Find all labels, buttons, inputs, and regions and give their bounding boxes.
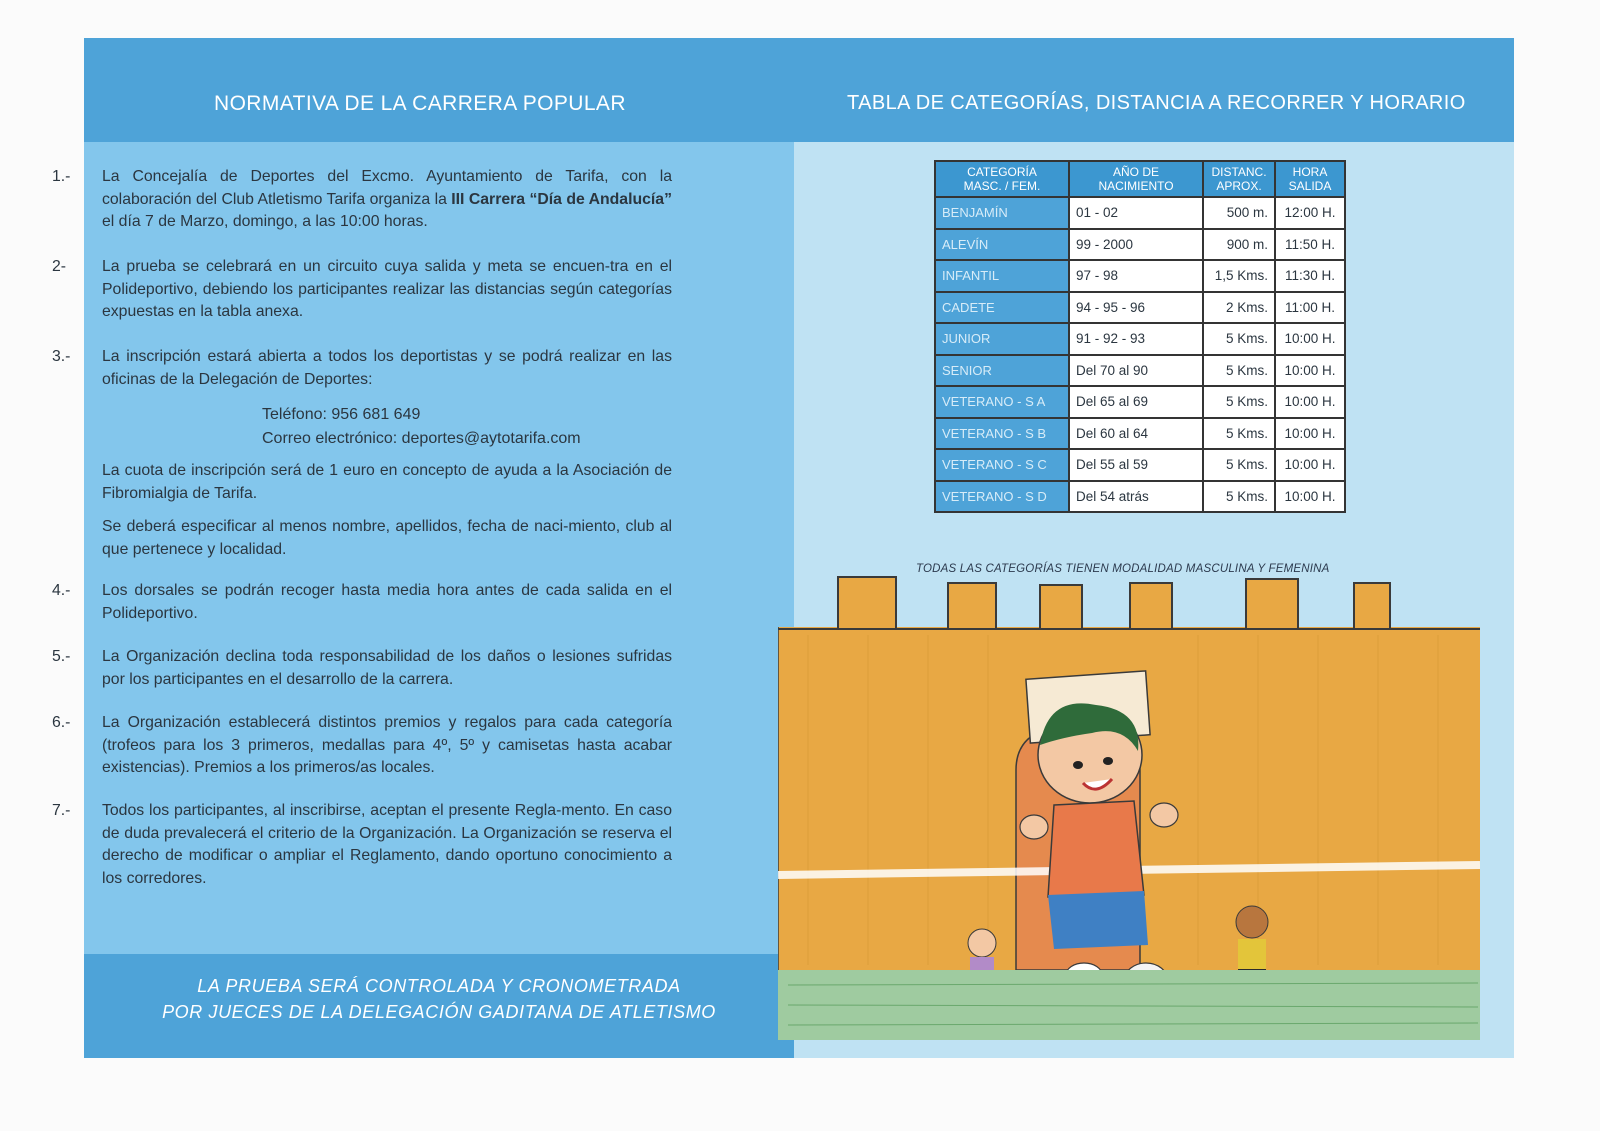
table-row: ALEVÍN 99 - 2000 900 m. 11:50 H. — [935, 229, 1345, 261]
contact-phone: Teléfono: 956 681 649 — [262, 406, 421, 423]
header-band — [84, 38, 1514, 142]
table-row: CADETE 94 - 95 - 96 2 Kms. 11:00 H. — [935, 292, 1345, 324]
event-name: III Carrera “Día de Andalucía” — [451, 190, 672, 208]
rule-text: La prueba se celebrará en un circuito cuya salida y meta se encuen-tra en el Polideportivo, debiendo los participantes realizar las distancias según categorías expuestas en la tabla anexa. — [102, 258, 672, 320]
header-start-time: HORA SALIDA — [1275, 161, 1345, 197]
rule-number: 7.- — [52, 802, 71, 819]
table-row: VETERANO - S D Del 54 atrás 5 Kms. 10:00 H. — [935, 481, 1345, 513]
rule-text: La inscripción estará abierta a todos los deportistas y se podrá realizar en las oficinas de la Delegación de Deportes: — [102, 348, 672, 388]
rules-title: NORMATIVA DE LA CARRERA POPULAR — [214, 92, 626, 115]
table-note: TODAS LAS CATEGORÍAS TIENEN MODALIDAD MASCULINA Y FEMENINA — [916, 563, 1330, 575]
rule-text: La Concejalía de Deportes del Excmo. Ayuntamiento de Tarifa, con la colaboración del Club Atletismo Tarifa organiza la III Carrera “Día de Andalucía” el día 7 de Marzo, domingo, a las 10:00 horas. — [102, 168, 672, 230]
drawing-illustration — [778, 565, 1480, 1040]
rule-number: 6.- — [52, 714, 71, 731]
footer-line-1: LA PRUEBA SERÁ CONTROLADA Y CRONOMETRADA — [197, 976, 681, 996]
table-row: BENJAMÍN 01 - 02 500 m. 12:00 H. — [935, 197, 1345, 229]
table-row: VETERANO - S C Del 55 al 59 5 Kms. 10:00 H. — [935, 449, 1345, 481]
table-header-row — [935, 161, 1345, 197]
header-distance: DISTANC. APROX. — [1203, 161, 1275, 197]
rule-text: Todos los participantes, al inscribirse, aceptan el presente Regla-mento. En caso de duda prevalecerá el criterio de la Organización. La Organización se reserva el derecho de modificar o ampliar el Reglamento, dando oportuno conocimiento a los corredores. — [102, 802, 672, 887]
header-birth-year: AÑO DE NACIMIENTO — [1069, 161, 1203, 197]
footer-band — [84, 954, 794, 1058]
table-row: VETERANO - S B Del 60 al 64 5 Kms. 10:00 H. — [935, 418, 1345, 450]
table-row: SENIOR Del 70 al 90 5 Kms. 10:00 H. — [935, 355, 1345, 387]
rule-number: 3.- — [52, 348, 71, 365]
header-category: CATEGORÍA MASC. / FEM. — [935, 161, 1069, 197]
table-row: INFANTIL 97 - 98 1,5 Kms. 11:30 H. — [935, 260, 1345, 292]
table-row: VETERANO - S A Del 65 al 69 5 Kms. 10:00 H. — [935, 386, 1345, 418]
rule-number: 5.- — [52, 648, 71, 665]
rule-number: 4.- — [52, 582, 71, 599]
table-title: TABLA DE CATEGORÍAS, DISTANCIA A RECORRER Y HORARIO — [847, 92, 1466, 114]
rule-text: Los dorsales se podrán recoger hasta media hora antes de cada salida en el Polideportivo. — [102, 582, 672, 622]
categories-table — [934, 160, 1346, 513]
rule-number: 1.- — [52, 168, 71, 185]
contact-email: Correo electrónico: deportes@aytotarifa.com — [262, 430, 581, 447]
footer-line-2: POR JUECES DE LA DELEGACIÓN GADITANA DE ATLETISMO — [162, 1002, 716, 1022]
rule-number: 2- — [52, 258, 67, 275]
table-row: JUNIOR 91 - 92 - 93 5 Kms. 10:00 H. — [935, 323, 1345, 355]
rule-text: La Organización declina toda responsabilidad de los daños o lesiones sufridas por los participantes en el desarrollo de la carrera. — [102, 648, 672, 688]
rule-text: La Organización establecerá distintos premios y regalos para cada categoría (trofeos para los 3 primeros, medallas para 4º, 5º y camisetas hasta acabar existencias). Premios a los primeros/as locales. — [102, 714, 672, 776]
